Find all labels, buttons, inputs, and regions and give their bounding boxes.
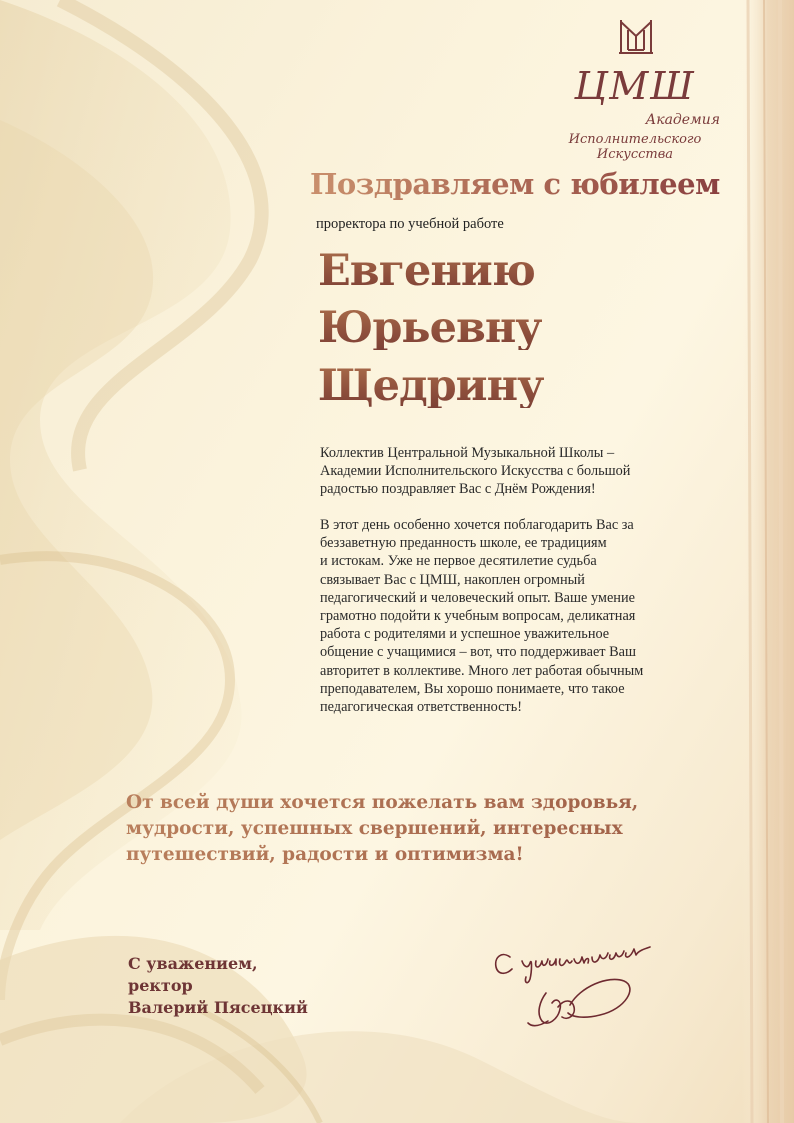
text-line: общение с учащимися – вот, что поддерживает Ваш [320, 644, 637, 661]
logo-abbreviation: ЦМШ [574, 64, 696, 108]
text-line: и истокам. Уже не первое десятилетие судьба [320, 553, 597, 570]
text-line: радостью поздравляет Вас с Днём Рождения! [320, 481, 596, 498]
logo-line-academy: Академия [645, 112, 720, 128]
text-line: В этот день особенно хочется поблагодарить Вас за [320, 517, 634, 533]
text-line: грамотно подойти к учебным вопросам, деликатная [320, 608, 636, 625]
congratulations-headline: Поздравляем с юбилеем [310, 167, 720, 201]
wish-line: От всей души хочется пожелать вам здоровья, [126, 792, 639, 813]
text-line: педагогический и человеческий опыт. Ваше умение [320, 589, 635, 606]
signoff-name: Валерий Пясецкий [128, 998, 308, 1017]
recipient-position: проректора по учебной работе [316, 216, 504, 232]
recipient-first-name: Евгению [318, 246, 535, 296]
text-line: связывает Вас с ЦМШ, накоплен огромный [320, 571, 585, 588]
recipient-patronymic: Юрьевну [318, 303, 542, 353]
body-paragraph-2 [320, 516, 720, 716]
text-line: Академии Исполнительского Искусства с большой [320, 463, 631, 480]
wish-text [126, 790, 666, 868]
wish-line: путешествий, радости и оптимизма! [126, 844, 524, 865]
text-line: авторитет в коллективе. Много лет работая обычным [320, 662, 644, 679]
recipient-last-name: Щедрину [318, 361, 544, 411]
logo-line-arts: Исполнительского Искусства [568, 132, 702, 162]
signoff-block [128, 953, 308, 1019]
text-line: преподавателем, Вы хорошо понимаете, что такое [320, 680, 625, 697]
wish-line: мудрости, успешных свершений, интересных [126, 818, 623, 839]
school-logo [530, 12, 740, 162]
body-paragraph-1 [320, 444, 720, 499]
text-line: беззаветную преданность школе, ее традициям [320, 535, 607, 552]
handwritten-signature [488, 935, 668, 1035]
signoff-title: ректор [128, 976, 193, 995]
monogram-emblem-icon [618, 16, 654, 56]
signoff-greeting: С уважением, [128, 954, 258, 973]
text-line: педагогическая ответственность! [320, 699, 522, 716]
text-line: Коллектив Центральной Музыкальной Школы – [320, 445, 615, 461]
text-line: работа с родителями и успешное уважительное [320, 626, 610, 643]
